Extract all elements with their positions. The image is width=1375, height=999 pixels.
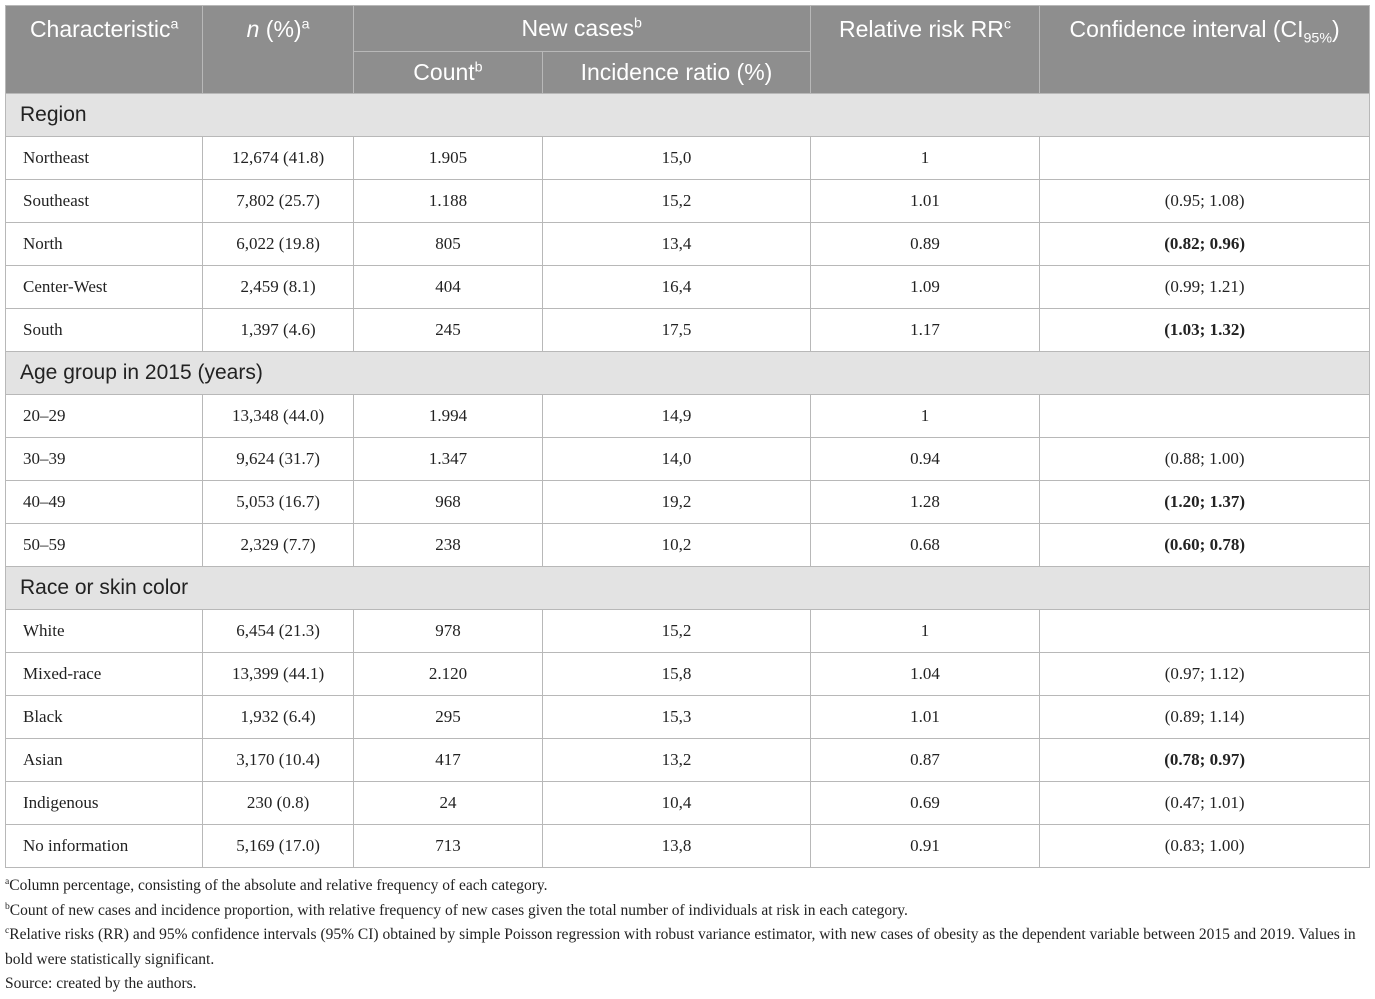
ci-cell bbox=[1040, 395, 1370, 438]
footnote-marker: c bbox=[5, 924, 10, 936]
n-cell: 6,022 (19.8) bbox=[203, 223, 353, 266]
count-cell: 713 bbox=[353, 825, 542, 868]
count-cell: 1.994 bbox=[353, 395, 542, 438]
incidence-cell: 13,2 bbox=[543, 739, 811, 782]
table-footnotes bbox=[5, 874, 1370, 997]
n-cell: 9,624 (31.7) bbox=[203, 438, 353, 481]
count-cell: 238 bbox=[353, 524, 542, 567]
results-table bbox=[5, 5, 1370, 868]
rr-cell: 1.09 bbox=[810, 266, 1040, 309]
ci-cell: (0.78; 0.97) bbox=[1040, 739, 1370, 782]
rr-cell: 1.01 bbox=[810, 696, 1040, 739]
table-row bbox=[6, 438, 1370, 481]
n-cell: 2,329 (7.7) bbox=[203, 524, 353, 567]
footnote-text: Count of new cases and incidence proportion, with relative frequency of new cases given the total number of individuals at risk in each category. bbox=[9, 901, 908, 919]
rr-cell: 0.69 bbox=[810, 782, 1040, 825]
row-label-cell: 40–49 bbox=[6, 481, 203, 524]
n-cell: 13,348 (44.0) bbox=[203, 395, 353, 438]
ci-cell: (0.47; 1.01) bbox=[1040, 782, 1370, 825]
count-cell: 978 bbox=[353, 610, 542, 653]
incidence-cell: 16,4 bbox=[543, 266, 811, 309]
incidence-cell: 19,2 bbox=[543, 481, 811, 524]
table-row bbox=[6, 696, 1370, 739]
incidence-cell: 14,9 bbox=[543, 395, 811, 438]
footnote-marker: b bbox=[5, 900, 10, 912]
table-row bbox=[6, 653, 1370, 696]
rr-cell: 0.94 bbox=[810, 438, 1040, 481]
n-cell: 12,674 (41.8) bbox=[203, 137, 353, 180]
header-n-pct: (%) bbox=[259, 16, 302, 42]
row-label-cell: 30–39 bbox=[6, 438, 203, 481]
rr-cell: 1 bbox=[810, 395, 1040, 438]
table-row bbox=[6, 739, 1370, 782]
ci-cell: (0.89; 1.14) bbox=[1040, 696, 1370, 739]
row-label-cell: Asian bbox=[6, 739, 203, 782]
header-characteristic-label: Characteristic bbox=[29, 16, 171, 42]
footnote-text: Relative risks (RR) and 95% confidence intervals (95% CI) obtained by simple Poisson regression with robust variance estimator, with new cases of obesity as the dependent variable between 2015 and 2019. Values in bold were statistically significant. bbox=[5, 926, 1356, 968]
row-label-cell: No information bbox=[6, 825, 203, 868]
rr-cell: 0.89 bbox=[810, 223, 1040, 266]
incidence-cell: 10,2 bbox=[543, 524, 811, 567]
table-row bbox=[6, 782, 1370, 825]
row-label-cell: 20–29 bbox=[6, 395, 203, 438]
table-row bbox=[6, 137, 1370, 180]
count-cell: 24 bbox=[353, 782, 542, 825]
n-cell: 230 (0.8) bbox=[203, 782, 353, 825]
count-cell: 245 bbox=[353, 309, 542, 352]
table-row bbox=[6, 395, 1370, 438]
footnote-marker: c bbox=[1003, 16, 1011, 33]
rr-cell: 0.68 bbox=[810, 524, 1040, 567]
footnote-marker: b bbox=[634, 15, 642, 32]
count-cell: 1.188 bbox=[353, 180, 542, 223]
n-cell: 13,399 (44.1) bbox=[203, 653, 353, 696]
header-characteristic bbox=[6, 6, 203, 94]
footnote-marker: a bbox=[301, 16, 310, 33]
section-header-row bbox=[6, 352, 1370, 395]
n-cell: 5,169 (17.0) bbox=[203, 825, 353, 868]
incidence-cell: 15,2 bbox=[543, 180, 811, 223]
incidence-cell: 15,3 bbox=[543, 696, 811, 739]
header-new-cases bbox=[353, 6, 810, 52]
footnote-text: Column percentage, consisting of the absolute and relative frequency of each category. bbox=[9, 877, 548, 894]
table-row bbox=[6, 223, 1370, 266]
header-new-cases-label: New cases bbox=[521, 15, 635, 41]
ci-cell: (0.99; 1.21) bbox=[1040, 266, 1370, 309]
header-rr bbox=[810, 6, 1040, 94]
table-row bbox=[6, 825, 1370, 868]
footnote-b bbox=[5, 899, 1370, 924]
header-incidence bbox=[543, 52, 811, 94]
footnote-marker: a bbox=[5, 875, 10, 887]
ci-cell: (0.88; 1.00) bbox=[1040, 438, 1370, 481]
count-cell: 1.905 bbox=[353, 137, 542, 180]
count-cell: 295 bbox=[353, 696, 542, 739]
table-row bbox=[6, 524, 1370, 567]
row-label-cell: Indigenous bbox=[6, 782, 203, 825]
table-row bbox=[6, 610, 1370, 653]
row-label-cell: South bbox=[6, 309, 203, 352]
rr-cell: 1 bbox=[810, 137, 1040, 180]
row-label-cell: Black bbox=[6, 696, 203, 739]
header-incidence-label: Incidence ratio (%) bbox=[580, 59, 773, 85]
row-label-cell: White bbox=[6, 610, 203, 653]
incidence-cell: 15,8 bbox=[543, 653, 811, 696]
header-ci-label: Confidence interval (CI bbox=[1069, 16, 1304, 42]
table-row bbox=[6, 309, 1370, 352]
count-cell: 404 bbox=[353, 266, 542, 309]
header-n-label: n bbox=[246, 16, 260, 42]
n-cell: 1,932 (6.4) bbox=[203, 696, 353, 739]
rr-cell: 1.17 bbox=[810, 309, 1040, 352]
table-row bbox=[6, 481, 1370, 524]
incidence-cell: 14,0 bbox=[543, 438, 811, 481]
ci-cell bbox=[1040, 137, 1370, 180]
n-cell: 6,454 (21.3) bbox=[203, 610, 353, 653]
section-title: Age group in 2015 (years) bbox=[6, 352, 1370, 395]
table-header bbox=[6, 6, 1370, 94]
section-header-row bbox=[6, 567, 1370, 610]
n-cell: 1,397 (4.6) bbox=[203, 309, 353, 352]
n-cell: 5,053 (16.7) bbox=[203, 481, 353, 524]
header-count-label: Count bbox=[413, 59, 475, 85]
count-cell: 2.120 bbox=[353, 653, 542, 696]
incidence-cell: 13,8 bbox=[543, 825, 811, 868]
incidence-cell: 17,5 bbox=[543, 309, 811, 352]
header-ci-sub: 95% bbox=[1303, 30, 1333, 47]
footnote-marker: a bbox=[170, 16, 179, 33]
rr-cell: 0.87 bbox=[810, 739, 1040, 782]
header-count bbox=[353, 52, 542, 94]
header-ci-close: ) bbox=[1332, 16, 1340, 42]
ci-cell: (1.20; 1.37) bbox=[1040, 481, 1370, 524]
ci-cell: (0.60; 0.78) bbox=[1040, 524, 1370, 567]
ci-cell: (1.03; 1.32) bbox=[1040, 309, 1370, 352]
row-label-cell: Center-West bbox=[6, 266, 203, 309]
footnote-c bbox=[5, 923, 1370, 972]
section-title: Region bbox=[6, 94, 1370, 137]
section-title: Race or skin color bbox=[6, 567, 1370, 610]
table-body bbox=[6, 94, 1370, 868]
count-cell: 417 bbox=[353, 739, 542, 782]
source-note: Source: created by the authors. bbox=[5, 975, 197, 992]
rr-cell: 0.91 bbox=[810, 825, 1040, 868]
rr-cell: 1.04 bbox=[810, 653, 1040, 696]
header-ci bbox=[1040, 6, 1370, 94]
incidence-cell: 15,0 bbox=[543, 137, 811, 180]
rr-cell: 1.28 bbox=[810, 481, 1040, 524]
n-cell: 7,802 (25.7) bbox=[203, 180, 353, 223]
n-cell: 3,170 (10.4) bbox=[203, 739, 353, 782]
footnote-a bbox=[5, 874, 1370, 899]
row-label-cell: North bbox=[6, 223, 203, 266]
row-label-cell: Mixed-race bbox=[6, 653, 203, 696]
incidence-cell: 13,4 bbox=[543, 223, 811, 266]
rr-cell: 1 bbox=[810, 610, 1040, 653]
row-label-cell: 50–59 bbox=[6, 524, 203, 567]
ci-cell bbox=[1040, 610, 1370, 653]
ci-cell: (0.95; 1.08) bbox=[1040, 180, 1370, 223]
table-row bbox=[6, 180, 1370, 223]
header-rr-label: Relative risk RR bbox=[839, 16, 1004, 42]
count-cell: 1.347 bbox=[353, 438, 542, 481]
row-label-cell: Southeast bbox=[6, 180, 203, 223]
n-cell: 2,459 (8.1) bbox=[203, 266, 353, 309]
rr-cell: 1.01 bbox=[810, 180, 1040, 223]
ci-cell: (0.83; 1.00) bbox=[1040, 825, 1370, 868]
count-cell: 968 bbox=[353, 481, 542, 524]
row-label-cell: Northeast bbox=[6, 137, 203, 180]
results-table-container bbox=[5, 5, 1370, 868]
ci-cell: (0.82; 0.96) bbox=[1040, 223, 1370, 266]
ci-cell: (0.97; 1.12) bbox=[1040, 653, 1370, 696]
count-cell: 805 bbox=[353, 223, 542, 266]
incidence-cell: 10,4 bbox=[543, 782, 811, 825]
incidence-cell: 15,2 bbox=[543, 610, 811, 653]
table-row bbox=[6, 266, 1370, 309]
footnote-marker: b bbox=[474, 59, 483, 76]
section-header-row bbox=[6, 94, 1370, 137]
header-n bbox=[203, 6, 353, 94]
